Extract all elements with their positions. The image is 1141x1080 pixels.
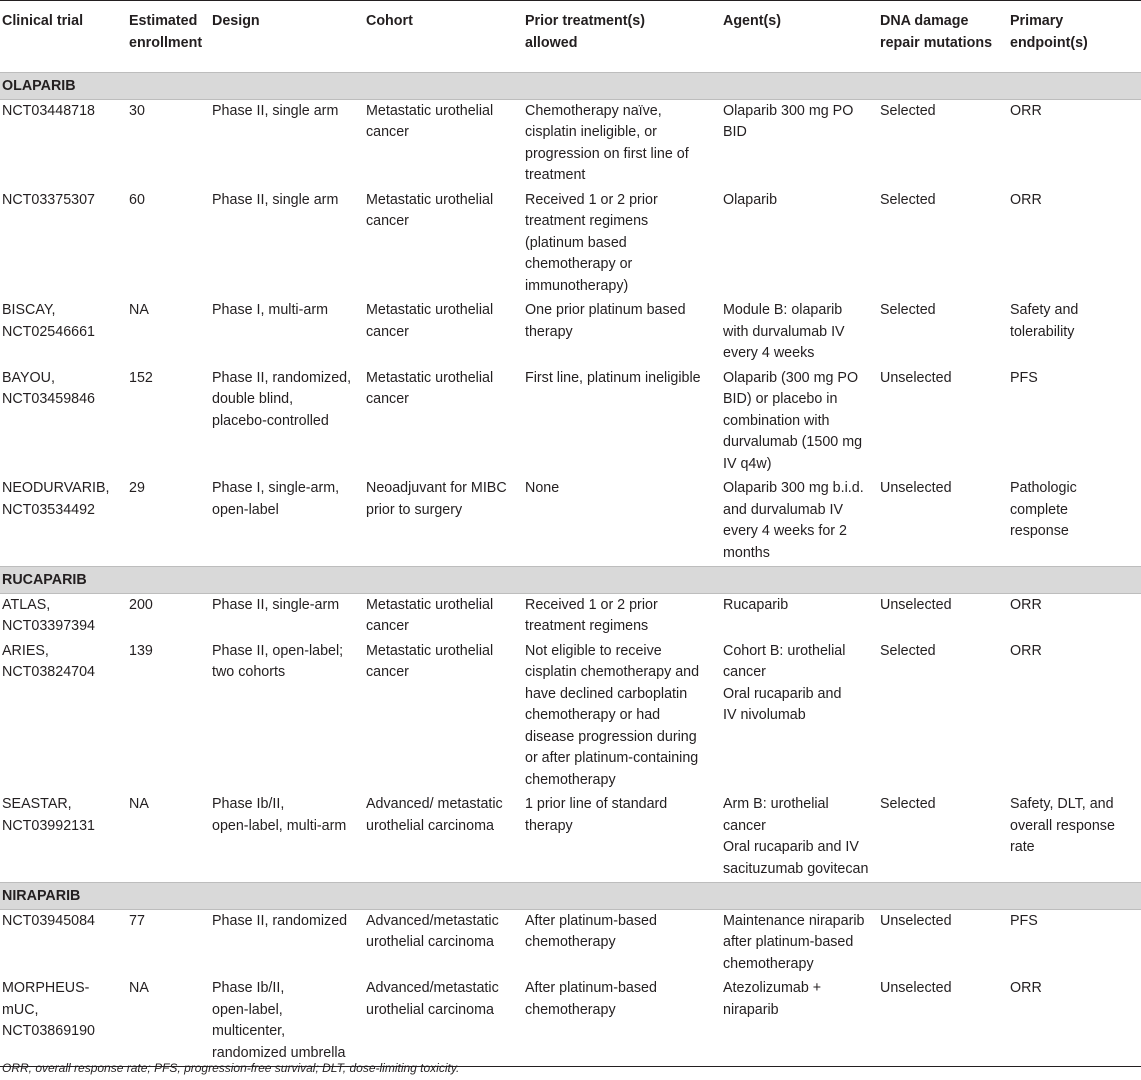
cell-line: urothelial carcinoma — [366, 1001, 494, 1018]
cell-line: Oral rucaparib and — [723, 685, 842, 702]
design-cell — [210, 977, 364, 1067]
cell-line: Unselected — [880, 912, 952, 929]
cell-line: NCT03869190 — [2, 1023, 95, 1039]
cell-line: ORR — [1010, 191, 1042, 208]
cell-line: and durvalumab IV — [723, 501, 844, 518]
cell-line: Phase II, randomized — [212, 912, 348, 929]
cell-line: Olaparib — [723, 191, 778, 208]
cell-line: Primary — [1010, 13, 1064, 29]
cell-line: BISCAY, — [2, 302, 56, 318]
design-header — [210, 1, 364, 73]
cell-line: Neoadjuvant for MIBC — [366, 480, 507, 496]
cell-line: One prior platinum based — [525, 302, 686, 318]
design-cell — [210, 640, 364, 794]
drug-group-title: NIRAPARIB — [0, 883, 1141, 910]
cell-line: mUC, — [2, 1001, 39, 1018]
endpoint-cell — [1008, 299, 1141, 367]
cell-line: disease progression during — [525, 728, 697, 745]
dna-repair-cell — [878, 299, 1008, 367]
cell-line: open-label, multi-arm — [212, 817, 347, 834]
cell-line: Design — [212, 13, 260, 29]
drug-group-row — [0, 883, 1141, 910]
cell-line: immunotherapy) — [525, 277, 629, 294]
cell-line: First line, platinum ineligible — [525, 369, 701, 386]
prior-treatment-header — [523, 1, 721, 73]
cell-line: Metastatic urothelial — [366, 102, 494, 119]
cell-line: Advanced/ metastatic — [366, 796, 503, 812]
trial-cell — [0, 793, 127, 883]
cell-line: Unselected — [880, 480, 952, 496]
cell-line: BAYOU, — [2, 369, 55, 386]
cohort-cell — [364, 477, 523, 567]
cell-line: enrollment — [129, 34, 203, 51]
dna-repair-cell — [878, 477, 1008, 567]
cell-line: Phase Ib/II, — [212, 796, 285, 812]
cell-line: Oral rucaparib and IV — [723, 839, 859, 855]
agents-cell — [721, 793, 878, 883]
cohort-cell — [364, 593, 523, 640]
trial-cell — [0, 189, 127, 300]
cell-line: 152 — [129, 369, 153, 386]
cohort-cell — [364, 793, 523, 883]
cell-line: treatment regimens — [525, 213, 649, 229]
cell-line: chemotherapy — [525, 1001, 616, 1018]
cell-line: NA — [129, 302, 149, 318]
cell-line: Metastatic urothelial — [366, 596, 494, 613]
cell-line: NCT03448718 — [2, 102, 95, 119]
cell-line: Phase II, single arm — [212, 102, 339, 119]
endpoint-cell — [1008, 477, 1141, 567]
cell-line: NCT03992131 — [2, 817, 95, 834]
agents-cell — [721, 593, 878, 640]
cell-line: Phase II, randomized, — [212, 369, 352, 386]
cell-line: prior to surgery — [366, 501, 463, 518]
endpoint-cell — [1008, 189, 1141, 300]
cell-line: After platinum-based — [525, 980, 657, 996]
trial-cell — [0, 367, 127, 478]
enrollment-cell — [127, 367, 210, 478]
table-row — [0, 793, 1141, 883]
cell-line: treatment — [525, 167, 586, 183]
estimated-enrollment-header — [127, 1, 210, 73]
trial-cell — [0, 477, 127, 567]
cell-line: with durvalumab IV — [723, 323, 845, 340]
cell-line: NEODURVARIB, — [2, 480, 110, 496]
cell-line: urothelial carcinoma — [366, 934, 494, 950]
cell-line: chemotherapy — [525, 771, 616, 788]
cell-line: ORR — [1010, 642, 1042, 659]
cell-line: cancer — [366, 618, 409, 634]
cell-line: Not eligible to receive — [525, 642, 662, 659]
cell-line: Advanced/metastatic — [366, 912, 499, 929]
enrollment-cell — [127, 477, 210, 567]
endpoint-cell — [1008, 593, 1141, 640]
prior-treatment-cell — [523, 793, 721, 883]
cell-line: Received 1 or 2 prior — [525, 596, 658, 613]
cell-line: Chemotherapy naïve, — [525, 102, 662, 119]
design-cell — [210, 593, 364, 640]
cell-line: durvalumab (1500 mg — [723, 434, 863, 450]
agents-cell — [721, 477, 878, 567]
cell-line: progression on first line of — [525, 145, 689, 162]
trial-cell — [0, 977, 127, 1067]
table-row — [0, 477, 1141, 567]
cell-line: DNA damage — [880, 13, 969, 29]
cell-line: cancer — [366, 213, 409, 229]
cell-line: 29 — [129, 480, 145, 496]
trial-cell — [0, 99, 127, 189]
agents-cell — [721, 977, 878, 1067]
cell-line: IV q4w) — [723, 455, 772, 472]
cell-line: placebo-controlled — [212, 412, 329, 429]
cell-line: MORPHEUS- — [2, 980, 90, 996]
endpoint-cell — [1008, 640, 1141, 794]
cohort-cell — [364, 640, 523, 794]
cohort-cell — [364, 367, 523, 478]
drug-group-title: OLAPARIB — [0, 73, 1141, 100]
drug-group-row — [0, 73, 1141, 100]
prior-treatment-cell — [523, 640, 721, 794]
cell-line: Atezolizumab + — [723, 980, 822, 996]
cell-line: (platinum based — [525, 234, 627, 251]
enrollment-cell — [127, 909, 210, 977]
enrollment-cell — [127, 793, 210, 883]
cell-line: ATLAS, — [2, 596, 51, 613]
cell-line: BID) or placebo in — [723, 391, 838, 407]
cell-line: Selected — [880, 102, 936, 119]
cell-line: Olaparib 300 mg PO — [723, 102, 854, 119]
dna-repair-cell — [878, 189, 1008, 300]
endpoint-cell — [1008, 367, 1141, 478]
cell-line: Olaparib (300 mg PO — [723, 369, 859, 386]
cell-line: treatment regimens — [525, 618, 649, 634]
cell-line: Phase II, single-arm — [212, 596, 340, 613]
cell-line: open-label — [212, 501, 279, 518]
cohort-cell — [364, 299, 523, 367]
table-footnote: ORR, overall response rate; PFS, progression-free survival; DLT, dose-limiting toxicity. — [2, 1061, 460, 1075]
cell-line: Selected — [880, 191, 936, 208]
table-row — [0, 367, 1141, 478]
cell-line: NCT03397394 — [2, 618, 95, 634]
cell-line: Clinical trial — [2, 13, 84, 29]
cell-line: Metastatic urothelial — [366, 642, 494, 659]
cell-line: double blind, — [212, 391, 294, 407]
cell-line: ARIES, — [2, 642, 49, 659]
prior-treatment-cell — [523, 189, 721, 300]
table-header — [0, 1, 1141, 73]
cell-line: Metastatic urothelial — [366, 191, 494, 208]
cell-line: Safety and — [1010, 302, 1079, 318]
cell-line: Unselected — [880, 596, 952, 613]
cell-line: therapy — [525, 817, 573, 834]
dna-repair-cell — [878, 593, 1008, 640]
cell-line: therapy — [525, 323, 573, 340]
table-row — [0, 593, 1141, 640]
cell-line: NCT03824704 — [2, 664, 95, 680]
enrollment-cell — [127, 593, 210, 640]
agents-cell — [721, 367, 878, 478]
cell-line: randomized umbrella — [212, 1044, 346, 1061]
cell-line: cisplatin chemotherapy and — [525, 664, 700, 680]
cell-line: Rucaparib — [723, 596, 789, 613]
cell-line: niraparib — [723, 1001, 779, 1018]
cell-line: 30 — [129, 102, 145, 119]
table-row — [0, 299, 1141, 367]
cell-line: complete — [1010, 501, 1069, 518]
primary-endpoint-header — [1008, 1, 1141, 73]
prior-treatment-cell — [523, 593, 721, 640]
cell-line: Olaparib 300 mg b.i.d. — [723, 480, 864, 496]
cell-line: cancer — [366, 391, 409, 407]
cell-line: Pathologic — [1010, 480, 1077, 496]
cell-line: Safety, DLT, and — [1010, 796, 1114, 812]
cell-line: NCT02546661 — [2, 323, 95, 340]
cell-line: open-label, — [212, 1001, 283, 1018]
cell-line: IV nivolumab — [723, 707, 806, 723]
cell-line: repair mutations — [880, 34, 993, 51]
cell-line: Cohort — [366, 13, 413, 29]
cell-line: 60 — [129, 191, 145, 208]
cell-line: response — [1010, 523, 1069, 539]
cell-line: NCT03459846 — [2, 391, 95, 407]
cell-line: after platinum-based — [723, 934, 854, 950]
cell-line: None — [525, 480, 560, 496]
design-cell — [210, 477, 364, 567]
enrollment-cell — [127, 99, 210, 189]
prior-treatment-cell — [523, 99, 721, 189]
cell-line: ORR — [1010, 980, 1042, 996]
cell-line: 1 prior line of standard — [525, 796, 668, 812]
cell-line: BID — [723, 124, 747, 140]
enrollment-cell — [127, 299, 210, 367]
cell-line: Phase II, single arm — [212, 191, 339, 208]
cell-line: rate — [1010, 839, 1035, 855]
enrollment-cell — [127, 189, 210, 300]
dna-repair-cell — [878, 977, 1008, 1067]
cell-line: Estimated — [129, 13, 198, 29]
design-cell — [210, 909, 364, 977]
cell-line: Unselected — [880, 369, 952, 386]
prior-treatment-cell — [523, 299, 721, 367]
endpoint-cell — [1008, 793, 1141, 883]
dna-repair-cell — [878, 909, 1008, 977]
endpoint-cell — [1008, 977, 1141, 1067]
trial-cell — [0, 593, 127, 640]
endpoint-cell — [1008, 909, 1141, 977]
table-row — [0, 909, 1141, 977]
prior-treatment-cell — [523, 367, 721, 478]
dna-repair-cell — [878, 99, 1008, 189]
cell-line: NCT03534492 — [2, 501, 95, 518]
cell-line: cancer — [366, 323, 409, 340]
agents-cell — [721, 640, 878, 794]
cell-line: PFS — [1010, 912, 1038, 929]
cell-line: chemotherapy or — [525, 256, 633, 272]
agents-cell — [721, 189, 878, 300]
table-row — [0, 640, 1141, 794]
cohort-cell — [364, 977, 523, 1067]
trial-cell — [0, 909, 127, 977]
cell-line: 200 — [129, 596, 153, 613]
cohort-cell — [364, 909, 523, 977]
trial-cell — [0, 299, 127, 367]
cell-line: 77 — [129, 912, 145, 929]
cohort-cell — [364, 99, 523, 189]
cell-line: cancer — [723, 664, 766, 680]
cell-line: ORR — [1010, 102, 1042, 119]
cell-line: Phase II, open-label; — [212, 642, 344, 659]
cell-line: Agent(s) — [723, 13, 781, 29]
cell-line: allowed — [525, 34, 578, 51]
agents-header — [721, 1, 878, 73]
table-body — [0, 73, 1141, 1067]
cell-line: chemotherapy — [525, 934, 616, 950]
table-row — [0, 189, 1141, 300]
cohort-header — [364, 1, 523, 73]
clinical-trial-header — [0, 1, 127, 73]
cell-line: Module B: olaparib — [723, 302, 843, 318]
dna-damage-repair-header — [878, 1, 1008, 73]
cell-line: PFS — [1010, 369, 1038, 386]
agents-cell — [721, 299, 878, 367]
dna-repair-cell — [878, 640, 1008, 794]
cell-line: ORR — [1010, 596, 1042, 613]
cell-line: months — [723, 544, 770, 561]
prior-treatment-cell — [523, 477, 721, 567]
cell-line: tolerability — [1010, 323, 1075, 340]
design-cell — [210, 793, 364, 883]
agents-cell — [721, 909, 878, 977]
design-cell — [210, 99, 364, 189]
drug-group-title: RUCAPARIB — [0, 567, 1141, 594]
cell-line: Phase Ib/II, — [212, 980, 285, 996]
cell-line: chemotherapy — [723, 955, 814, 972]
header-row — [0, 1, 1141, 73]
prior-treatment-cell — [523, 977, 721, 1067]
design-cell — [210, 299, 364, 367]
cell-line: Metastatic urothelial — [366, 369, 494, 386]
cell-line: Received 1 or 2 prior — [525, 191, 658, 208]
cell-line: or after platinum-containing — [525, 750, 699, 766]
cell-line: NA — [129, 980, 149, 996]
cohort-cell — [364, 189, 523, 300]
dna-repair-cell — [878, 793, 1008, 883]
cell-line: Arm B: urothelial — [723, 796, 829, 812]
drug-group-row — [0, 567, 1141, 594]
design-cell — [210, 189, 364, 300]
table-row — [0, 977, 1141, 1067]
cell-line: SEASTAR, — [2, 796, 72, 812]
dna-repair-cell — [878, 367, 1008, 478]
cell-line: cancer — [723, 817, 766, 834]
table-row — [0, 99, 1141, 189]
cell-line: 139 — [129, 642, 153, 659]
cell-line: Cohort B: urothelial — [723, 642, 846, 659]
cell-line: sacituzumab govitecan — [723, 860, 869, 877]
prior-treatment-cell — [523, 909, 721, 977]
cell-line: Metastatic urothelial — [366, 302, 494, 318]
cell-line: cancer — [366, 124, 409, 140]
cell-line: Unselected — [880, 980, 952, 996]
trial-cell — [0, 640, 127, 794]
cell-line: endpoint(s) — [1010, 34, 1088, 51]
cell-line: every 4 weeks — [723, 345, 815, 361]
cell-line: Prior treatment(s) — [525, 13, 645, 29]
cell-line: Selected — [880, 796, 936, 812]
cell-line: Selected — [880, 302, 936, 318]
cell-line: NCT03945084 — [2, 912, 95, 929]
cell-line: Advanced/metastatic — [366, 980, 499, 996]
agents-cell — [721, 99, 878, 189]
design-cell — [210, 367, 364, 478]
cell-line: After platinum-based — [525, 912, 657, 929]
cell-line: Maintenance niraparib — [723, 912, 865, 929]
cell-line: cisplatin ineligible, or — [525, 124, 657, 140]
cell-line: every 4 weeks for 2 — [723, 523, 847, 539]
cell-line: cancer — [366, 664, 409, 680]
cell-line: chemotherapy or had — [525, 707, 661, 723]
enrollment-cell — [127, 977, 210, 1067]
cell-line: have declined carboplatin — [525, 685, 688, 702]
cell-line: multicenter, — [212, 1023, 286, 1039]
cell-line: Selected — [880, 642, 936, 659]
cell-line: Phase I, single-arm, — [212, 480, 340, 496]
enrollment-cell — [127, 640, 210, 794]
cell-line: two cohorts — [212, 664, 286, 680]
cell-line: urothelial carcinoma — [366, 817, 494, 834]
cell-line: overall response — [1010, 817, 1115, 834]
endpoint-cell — [1008, 99, 1141, 189]
cell-line: NCT03375307 — [2, 191, 95, 208]
cell-line: combination with — [723, 412, 830, 429]
cell-line: NA — [129, 796, 149, 812]
cell-line: Phase I, multi-arm — [212, 302, 328, 318]
